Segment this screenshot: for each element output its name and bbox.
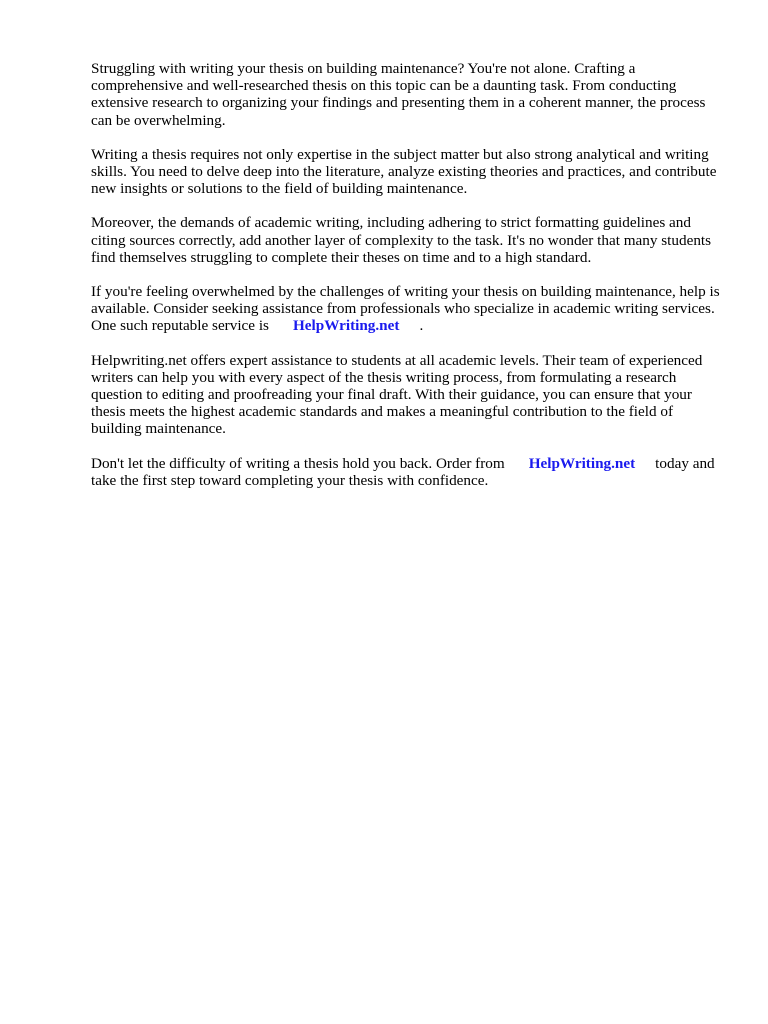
helpwriting-link-cta[interactable]: HelpWriting.net: [528, 454, 636, 472]
paragraph-skills: Writing a thesis requires not only expertise in the subject matter but also strong analytical and writing skills. You need to delve deep into the literature, analyze existing theories and practices, and contribute new insights or solutions to the field of building maintenance.: [91, 145, 717, 198]
paragraph-academic-writing: Moreover, the demands of academic writing, including adhering to strict formatting guidelines and citing sources correctly, add another layer of complexity to the task. It's no wonder that many students find themselves struggling to complete their theses on time and to a high standard.: [91, 214, 712, 266]
paragraph-intro: Struggling with writing your thesis on building maintenance? You're not alone. Crafting a comprehensive and well-researched thesis on this topic can be a daunting task. From conducting extensive research to organizing your findings and presenting them in a coherent manner, the process can be overwhelming.: [91, 60, 706, 129]
cta-text-before: Don't let the difficulty of writing a thesis hold you back. Order from: [91, 454, 505, 472]
paragraph-help-text: If you're feeling overwhelmed by the challenges of writing your thesis on building maintenance, help is available. Consider seeking assistance from professionals who specialize in academic writing services. One such reputable service is: [91, 283, 720, 335]
paragraph-help-available: [91, 283, 727, 335]
paragraph-service-description: Helpwriting.net offers expert assistance to students at all academic levels. Their team of experienced writers can help you with every aspect of the thesis writing process, from formulating a research question to editing and proofreading your final draft. With their guidance, you can ensure that your thesis meets the highest academic standards and makes a meaningful contribution to the field of building maintenance.: [91, 351, 703, 438]
helpwriting-link-inline[interactable]: HelpWriting.net: [292, 317, 400, 335]
document-body: [91, 60, 727, 506]
paragraph-help-period: .: [419, 317, 424, 335]
cta-text-after: today and take the first step toward completing your thesis with confidence.: [91, 454, 715, 489]
paragraph-call-to-action: [91, 455, 727, 489]
